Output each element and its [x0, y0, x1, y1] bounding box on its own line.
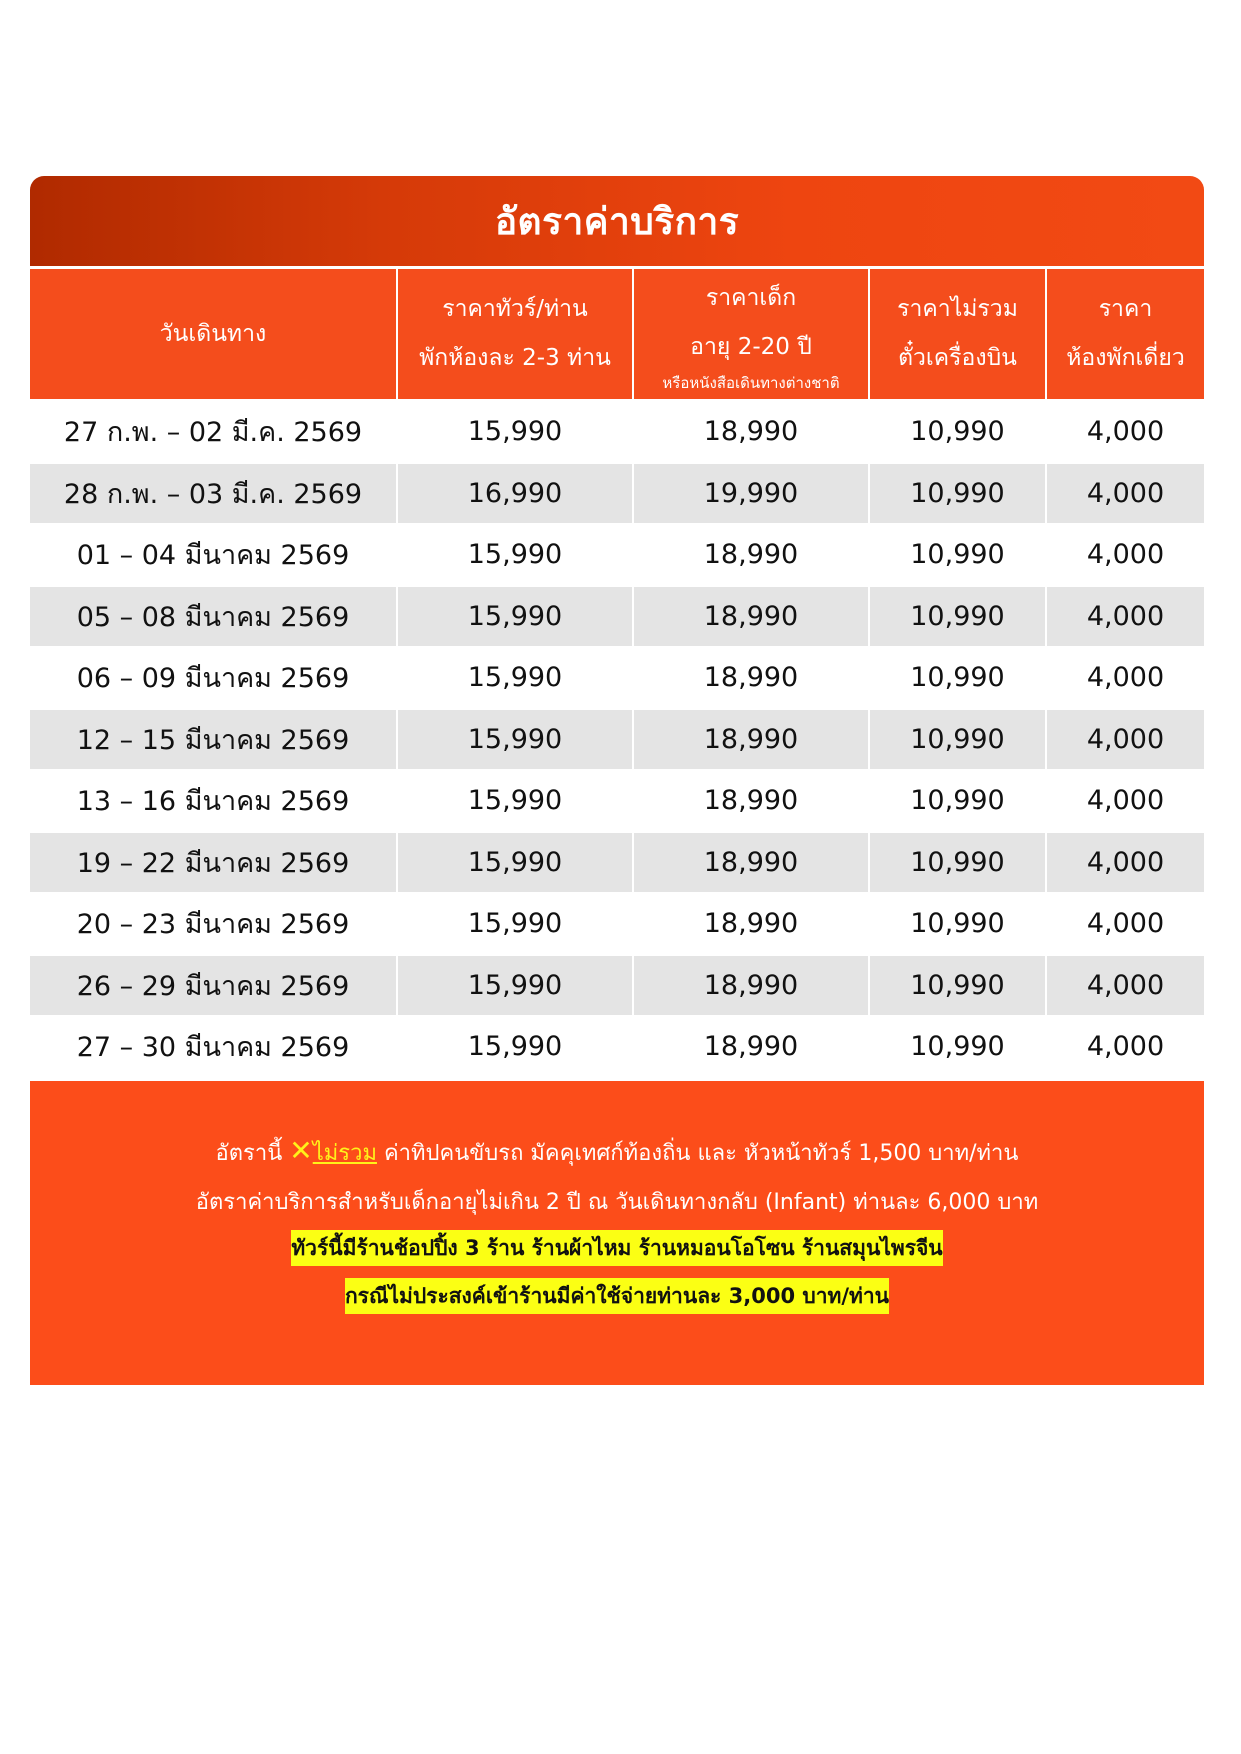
cell-no-flight-price: 10,990 [910, 908, 1005, 939]
note-shopping-fee-highlight: กรณีไม่ประสงค์เข้าร้านมีค่าใช้จ่ายท่านละ 3,000 บาท/ท่าน [345, 1278, 889, 1314]
cell-single-room-price: 4,000 [1047, 956, 1204, 1015]
table-row [30, 894, 1204, 953]
note-line-shopping-fee [30, 1280, 1204, 1313]
table-row [30, 956, 1204, 1015]
note-line-tips [30, 1134, 1204, 1170]
cell-single-room-price: 4,000 [1047, 587, 1204, 646]
price-table-title-bar [30, 176, 1204, 266]
cell-tour-price: 15,990 [398, 833, 632, 892]
cell-child-price: 18,990 [703, 908, 799, 939]
note-tips-suffix: ค่าทิปคนขับรถ มัคคุเทศก์ท้องถิ่น และ หัวหน้าทัวร์ 1,500 บาท/ท่าน [376, 1141, 1019, 1166]
header-label: พักห้องละ 2-3 ท่าน [419, 345, 611, 371]
cell-child-price: 18,990 [703, 785, 799, 816]
cell-travel-date: 28 ก.พ. – 03 มี.ค. 2569 [30, 464, 396, 523]
table-row [30, 771, 1204, 830]
cell-no-flight-price: 10,990 [870, 710, 1045, 769]
header-label: วันเดินทาง [159, 320, 267, 347]
note-line-shopping [30, 1232, 1204, 1265]
cell-travel-date: 06 – 09 มีนาคม 2569 [76, 663, 350, 694]
cell-travel-date: 13 – 16 มีนาคม 2569 [76, 786, 350, 817]
cell-tour-price: 15,990 [398, 956, 632, 1015]
cell-no-flight-price: 10,990 [910, 1031, 1005, 1062]
cell-single-room-price: 4,000 [1086, 416, 1165, 447]
cell-single-room-price: 4,000 [1086, 662, 1165, 693]
cell-travel-date: 01 – 04 มีนาคม 2569 [76, 540, 350, 571]
header-tour-price [398, 269, 632, 399]
table-row [30, 587, 1204, 646]
table-row [30, 648, 1204, 707]
cell-travel-date: 05 – 08 มีนาคม 2569 [30, 587, 396, 646]
cell-tour-price: 15,990 [398, 587, 632, 646]
cell-single-room-price: 4,000 [1086, 908, 1165, 939]
header-travel-date [30, 269, 396, 399]
header-label: ราคาไม่รวม [897, 296, 1018, 322]
cell-tour-price: 16,990 [398, 464, 632, 523]
header-label: ราคาทัวร์/ท่าน [442, 296, 588, 322]
cell-tour-price: 15,990 [467, 416, 563, 447]
note-tips-prefix: อัตรานี้ [215, 1141, 290, 1166]
cell-child-price: 19,990 [634, 464, 868, 523]
cell-child-price: 18,990 [703, 1031, 799, 1062]
cell-child-price: 18,990 [703, 416, 799, 447]
cell-child-price: 18,990 [703, 662, 799, 693]
cell-tour-price: 15,990 [467, 785, 563, 816]
cell-travel-date: 19 – 22 มีนาคม 2569 [30, 833, 396, 892]
cell-single-room-price: 4,000 [1086, 785, 1165, 816]
header-label: ห้องพักเดี่ยว [1066, 345, 1185, 371]
cell-child-price: 18,990 [634, 587, 868, 646]
table-row [30, 402, 1204, 461]
cell-no-flight-price: 10,990 [870, 833, 1045, 892]
cell-child-price: 18,990 [634, 833, 868, 892]
cell-no-flight-price: 10,990 [910, 662, 1005, 693]
cell-no-flight-price: 10,990 [870, 956, 1045, 1015]
cell-tour-price: 15,990 [398, 710, 632, 769]
cell-travel-date: 12 – 15 มีนาคม 2569 [30, 710, 396, 769]
header-note: หรือหนังสือเดินทางต่างชาติ [662, 374, 840, 392]
cell-travel-date: 27 ก.พ. – 02 มี.ค. 2569 [63, 417, 363, 448]
note-tips-not-included: ไม่รวม [312, 1141, 377, 1166]
cell-child-price: 18,990 [634, 956, 868, 1015]
notes-box [30, 1081, 1204, 1385]
cell-no-flight-price: 10,990 [910, 416, 1005, 447]
cell-tour-price: 15,990 [467, 539, 563, 570]
cell-travel-date: 27 – 30 มีนาคม 2569 [76, 1032, 350, 1063]
cell-single-room-price: 4,000 [1086, 1031, 1165, 1062]
cell-tour-price: 15,990 [467, 908, 563, 939]
cross-icon: ✕ [289, 1134, 313, 1167]
header-single-room-price [1047, 269, 1204, 399]
cell-no-flight-price: 10,990 [910, 539, 1005, 570]
header-label: ตั๋วเครื่องบิน [898, 345, 1017, 371]
cell-child-price: 18,990 [634, 710, 868, 769]
cell-travel-date: 20 – 23 มีนาคม 2569 [76, 909, 350, 940]
table-header-row [30, 269, 1204, 399]
header-label: ราคาเด็ก [705, 285, 797, 311]
header-child-price [634, 269, 868, 399]
table-row [30, 464, 1204, 523]
price-table-title: อัตราค่าบริการ [494, 199, 740, 243]
cell-no-flight-price: 10,990 [910, 785, 1005, 816]
header-no-flight-price [870, 269, 1045, 399]
cell-no-flight-price: 10,990 [870, 587, 1045, 646]
cell-tour-price: 15,990 [467, 662, 563, 693]
cell-travel-date: 26 – 29 มีนาคม 2569 [30, 956, 396, 1015]
cell-single-room-price: 4,000 [1086, 539, 1165, 570]
note-line-infant: อัตราค่าบริการสำหรับเด็กอายุไม่เกิน 2 ปี ณ วันเดินทางกลับ (Infant) ท่านละ 6,000 บาท [195, 1190, 1039, 1215]
cell-child-price: 18,990 [703, 539, 799, 570]
table-row [30, 1017, 1204, 1076]
table-row [30, 833, 1204, 892]
cell-no-flight-price: 10,990 [870, 464, 1045, 523]
header-label: อายุ 2-20 ปี [690, 334, 812, 360]
cell-tour-price: 15,990 [467, 1031, 563, 1062]
header-label: ราคา [1098, 296, 1153, 322]
cell-single-room-price: 4,000 [1047, 464, 1204, 523]
note-shopping-highlight: ทัวร์นี้มีร้านช้อปปิ้ง 3 ร้าน ร้านผ้าไหม ร้านหมอนโอโซน ร้านสมุนไพรจีน [291, 1230, 942, 1266]
cell-single-room-price: 4,000 [1047, 710, 1204, 769]
cell-single-room-price: 4,000 [1047, 833, 1204, 892]
table-row [30, 525, 1204, 584]
table-row [30, 710, 1204, 769]
